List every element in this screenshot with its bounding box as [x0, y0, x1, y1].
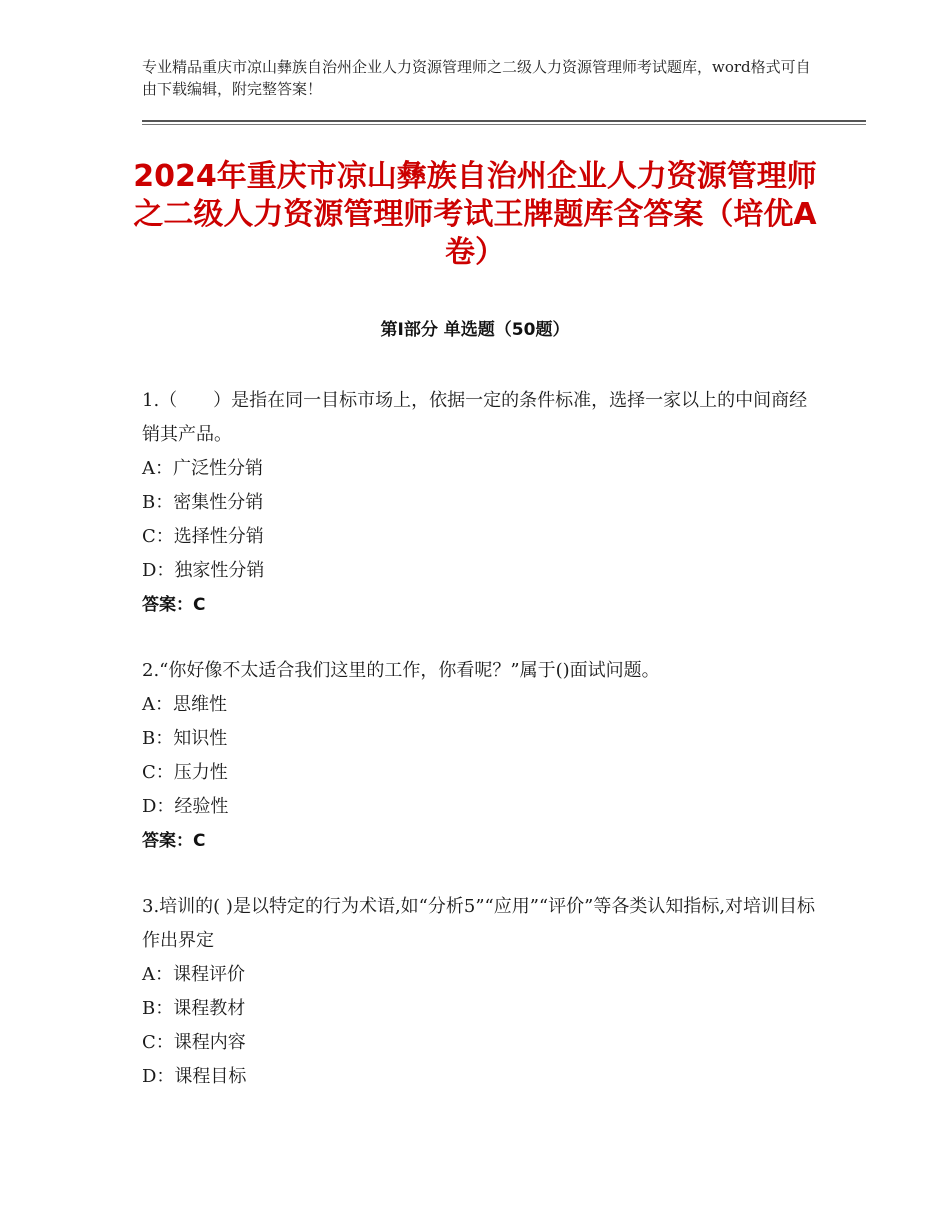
option-a: A：广泛性分销 [142, 458, 263, 479]
document-title: 2024年重庆市凉山彝族自治州企业人力资源管理师之二级人力资源管理师考试王牌题库含答案（培优A卷） [133, 159, 817, 270]
option-c: C：选择性分销 [142, 526, 264, 547]
question-3 [142, 890, 822, 1094]
option-d: D：独家性分销 [142, 560, 265, 581]
question-stem: 3.培训的( )是以特定的行为术语,如“分析5”“应用”“评价”等各类认知指标,对培训目标作出界定 [142, 896, 816, 951]
option-d: D：经验性 [142, 796, 229, 817]
option-b: B：课程教材 [142, 998, 246, 1019]
option-c: C：课程内容 [142, 1032, 246, 1053]
answer: 答案：C [142, 831, 206, 851]
option-b: B：密集性分销 [142, 492, 264, 513]
header-rule-thin [142, 124, 866, 125]
answer: 答案：C [142, 595, 206, 615]
question-stem: 2.“你好像不太适合我们这里的工作，你看呢？”属于()面试问题。 [142, 660, 660, 681]
question-list [142, 384, 822, 1126]
option-b: B：知识性 [142, 728, 228, 749]
question-1 [142, 384, 822, 622]
header-note: 专业精品重庆市凉山彝族自治州企业人力资源管理师之二级人力资源管理师考试题库，word格式可自由下载编辑，附完整答案！ [142, 58, 811, 98]
question-2 [142, 654, 822, 858]
option-a: A：思维性 [142, 694, 227, 715]
section-heading: 第Ⅰ部分 单选题（50题） [380, 320, 570, 340]
option-d: D：课程目标 [142, 1066, 247, 1087]
option-c: C：压力性 [142, 762, 228, 783]
header-rule-thick [142, 120, 866, 122]
question-stem: 1.（ ）是指在同一目标市场上，依据一定的条件标准，选择一家以上的中间商经销其产品。 [142, 390, 808, 445]
option-a: A：课程评价 [142, 964, 245, 985]
